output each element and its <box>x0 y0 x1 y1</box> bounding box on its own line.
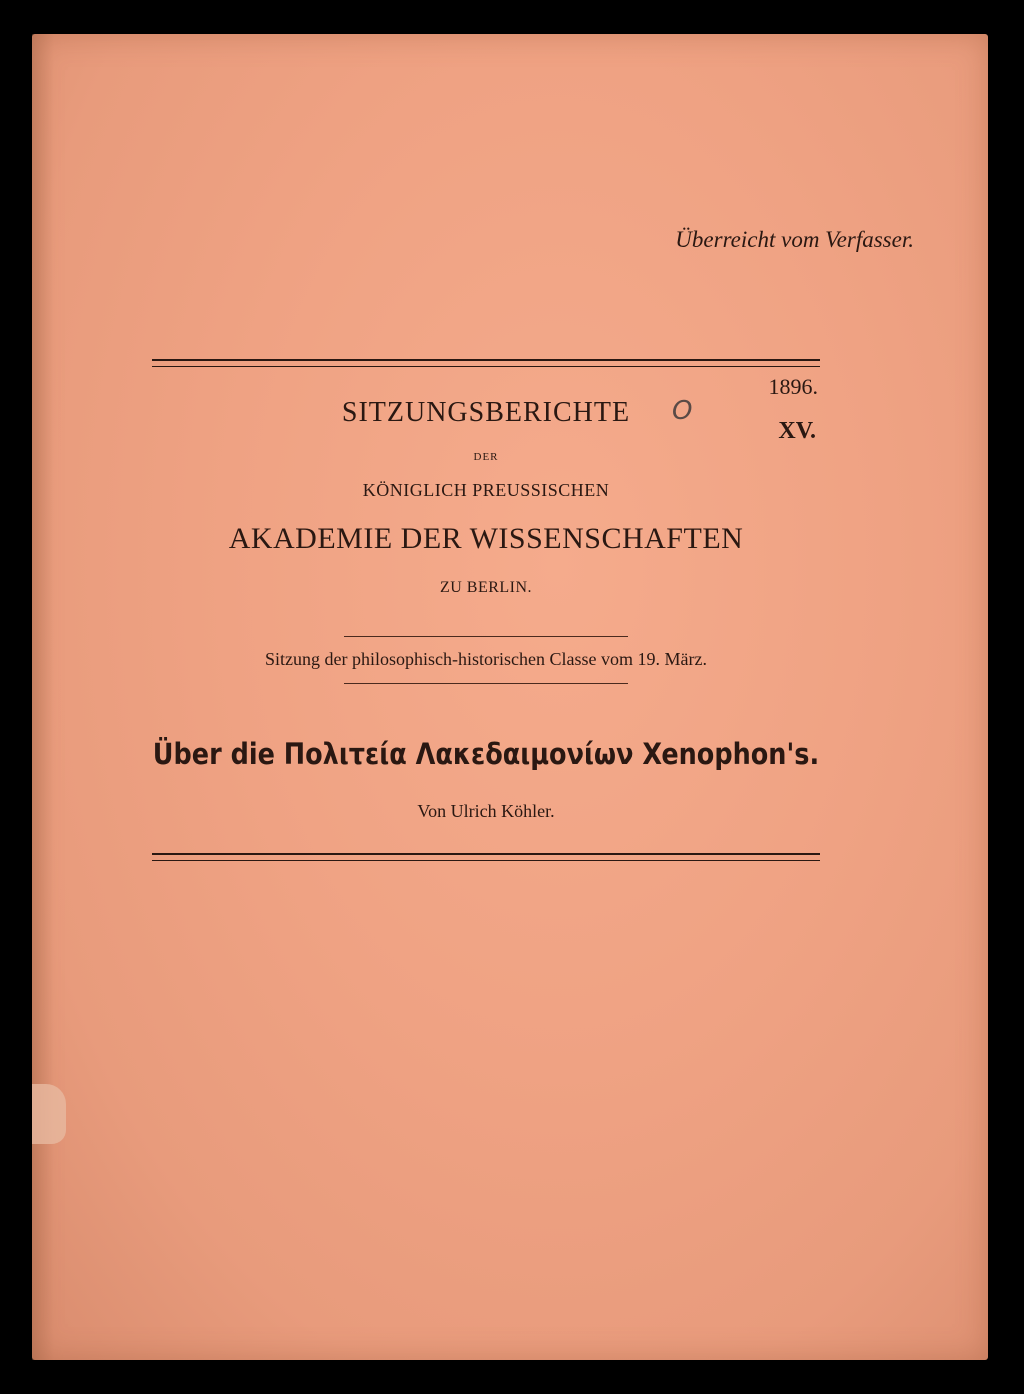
session-line: Sitzung der philosophisch-historischen Classe vom 19. März. <box>265 649 707 669</box>
torn-edge <box>32 1084 66 1144</box>
work-title: Über die Πολιτεία Λακεδαιμονίων Xenophon's. <box>152 737 820 771</box>
bottom-double-rule <box>152 853 820 861</box>
spine-wear <box>32 34 54 1360</box>
year-label: 1896. <box>768 374 818 399</box>
top-double-rule <box>152 359 820 367</box>
academy-name: AKADEMIE DER WISSENSCHAFTEN <box>228 522 744 555</box>
cover-page <box>32 34 988 1360</box>
royal-line: KÖNIGLICH PREUSSISCHEN <box>362 480 610 500</box>
series-title: SITZUNGSBERICHTE <box>341 397 631 428</box>
session-rule-bottom <box>344 683 628 684</box>
city-line: ZU BERLIN. <box>439 579 533 596</box>
issue-number: XV. <box>778 418 816 444</box>
pencil-annotation: O <box>672 396 693 426</box>
presented-by-author-note: Überreicht vom Verfasser. <box>675 227 914 252</box>
session-rule-top <box>344 636 628 637</box>
author-line: Von Ulrich Köhler. <box>417 801 555 821</box>
series-der: DER <box>473 451 499 463</box>
